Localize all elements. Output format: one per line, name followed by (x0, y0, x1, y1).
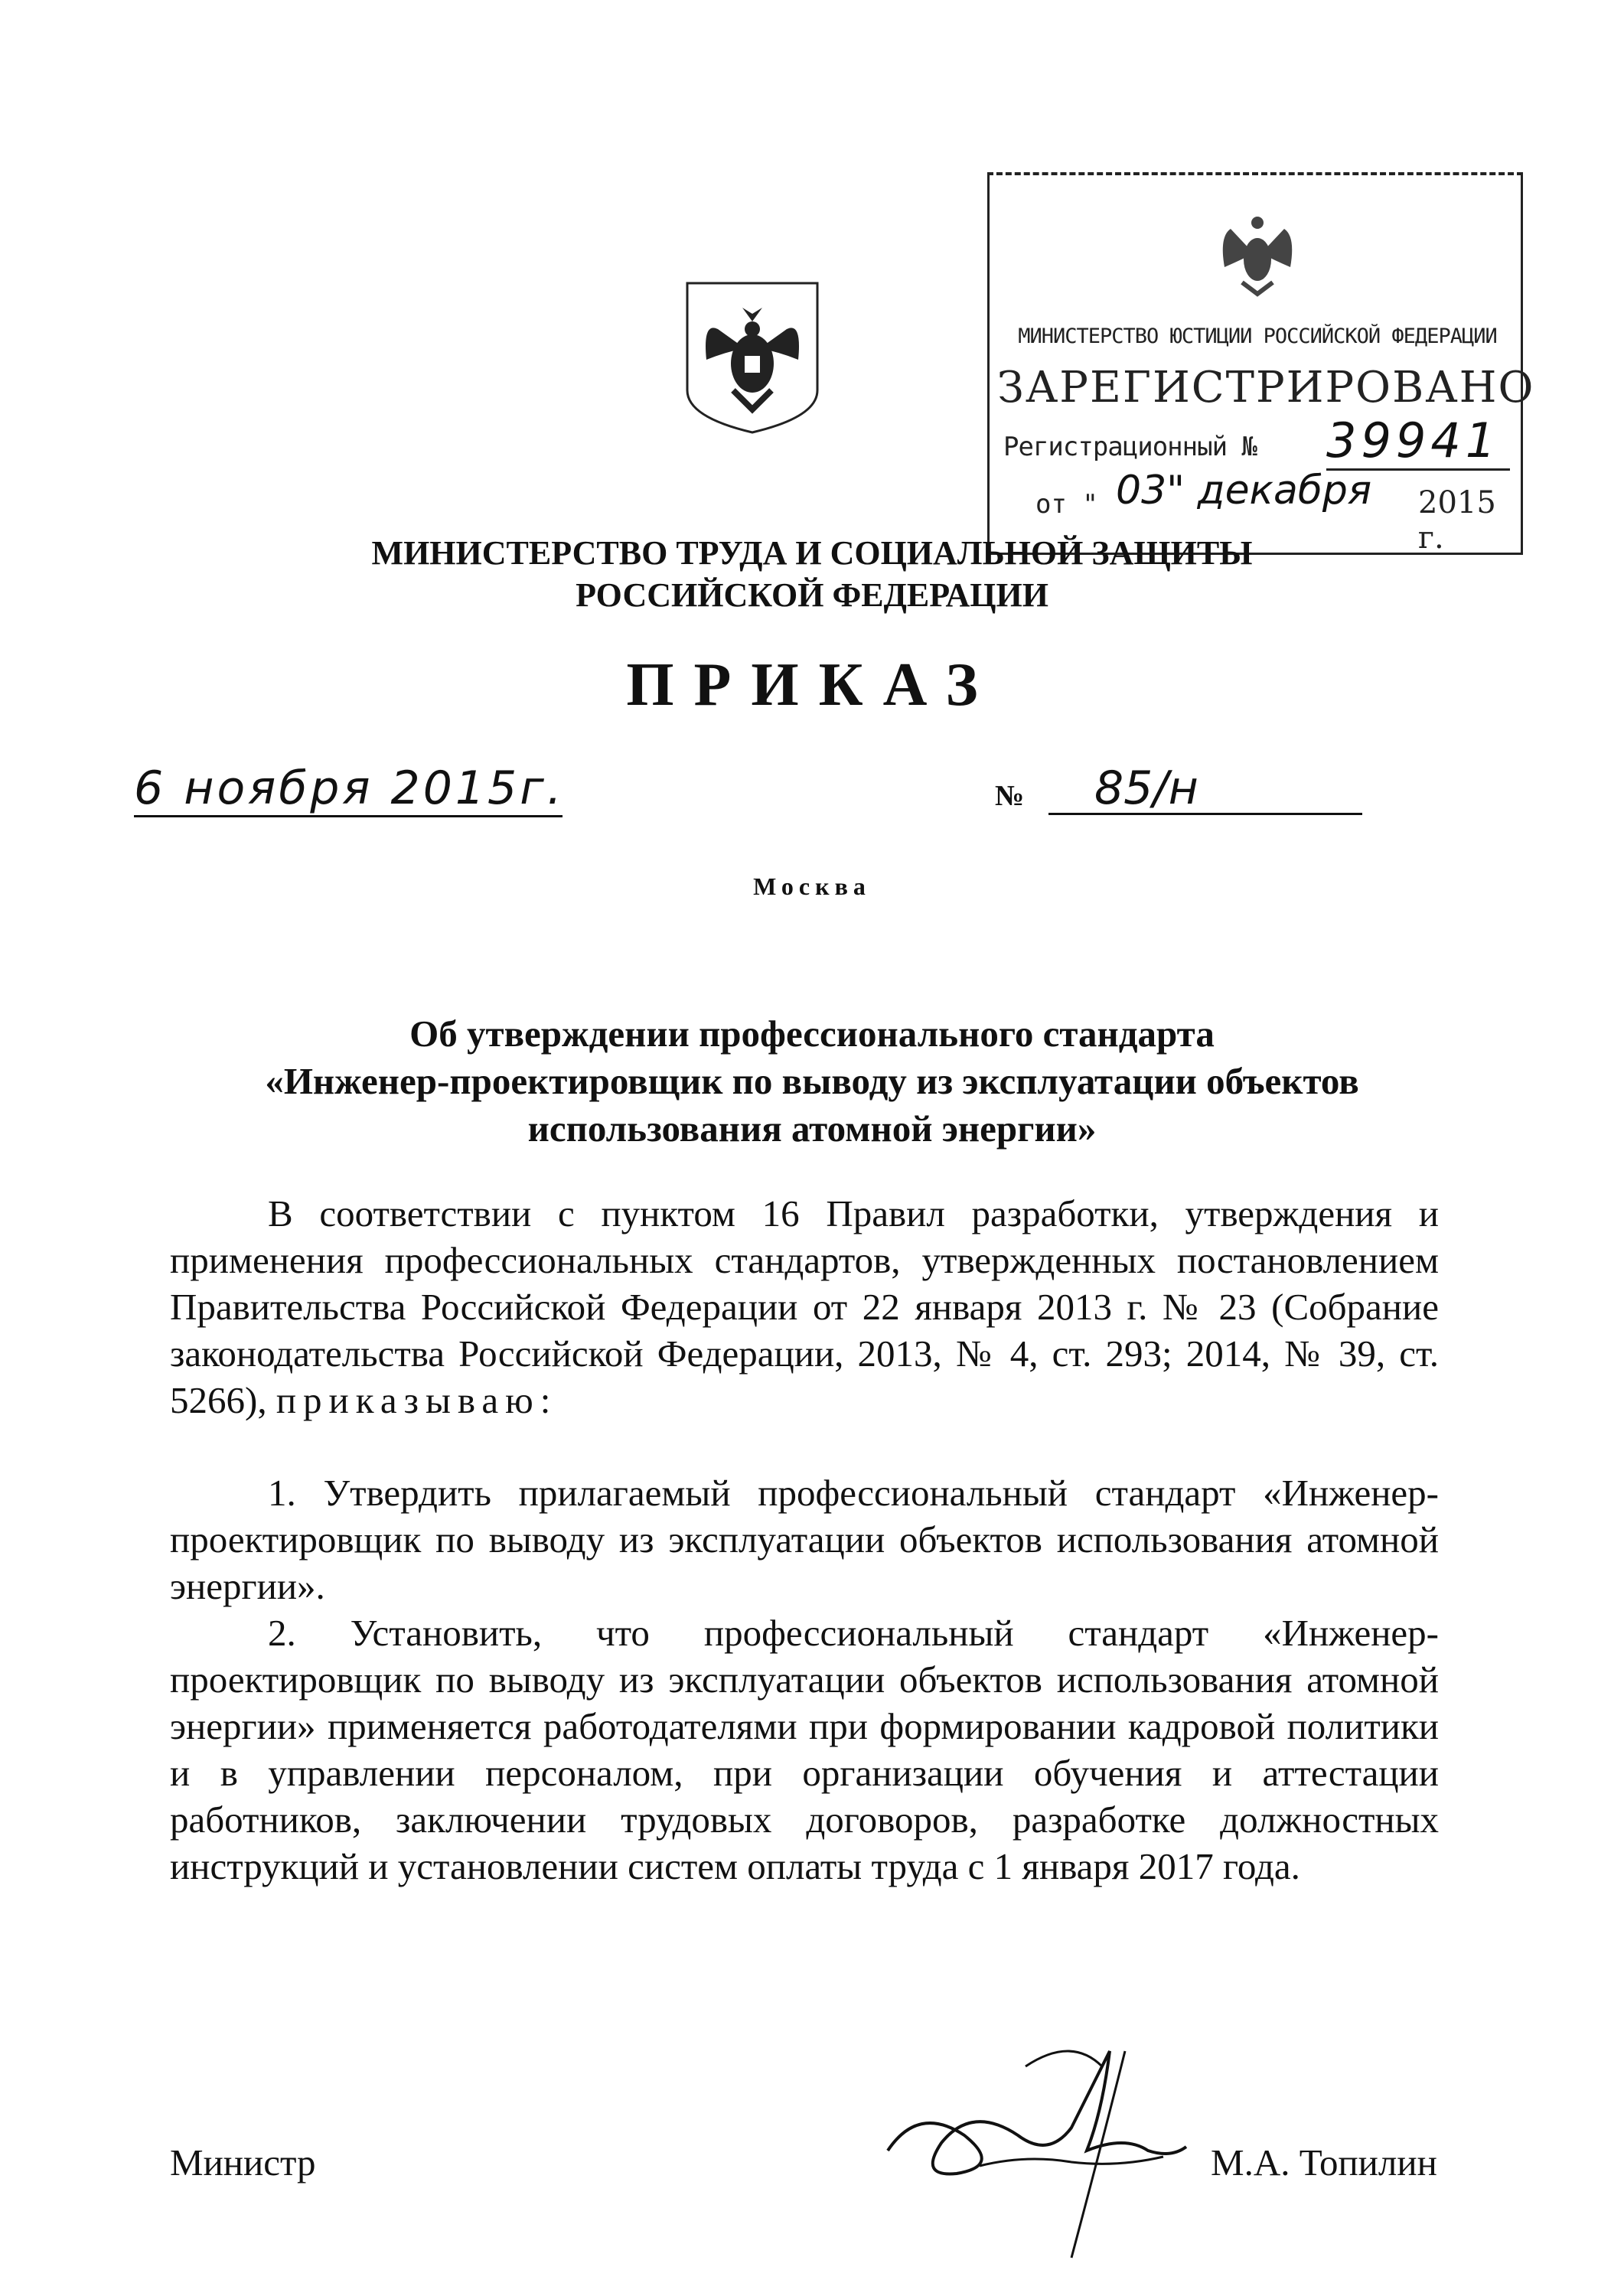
order-item-1: 1. Утвердить прилагаемый профессиональный стандарт «Инженер-проектировщик по выводу из эксплуатации объектов использования атомной энергии». (170, 1472, 1439, 1607)
city-label: Москва (753, 872, 871, 900)
preamble-paragraph (170, 1190, 1439, 1424)
stamp-reg-label: Регистрационный № (1003, 432, 1257, 462)
handwritten-signature-icon (872, 2020, 1202, 2273)
ministry-heading-line2: РОССИЙСКОЙ ФЕДЕРАЦИИ (576, 576, 1048, 614)
signatory-name: М.А. Топилин (1211, 2141, 1437, 2183)
order-number: 85/н (1048, 762, 1362, 815)
registration-stamp (987, 172, 1535, 556)
stamp-eagle-icon (1215, 206, 1300, 298)
coat-of-arms-emblem (672, 276, 833, 436)
number-label: № (995, 780, 1025, 812)
order-title-line2: «Инженер-проектировщик по выводу из эксплуатации объектов (265, 1060, 1359, 1102)
stamp-year: 2015 г. (1418, 485, 1496, 556)
stamp-reg-number: 39941 (1326, 413, 1510, 471)
order-title-line1: Об утверждении профессионального стандарта (409, 1013, 1215, 1055)
order-word: приказываю: (276, 1379, 558, 1421)
ministry-heading-line1: МИНИСТЕРСТВО ТРУДА И СОЦИАЛЬНОЙ ЗАЩИТЫ (371, 534, 1253, 572)
order-title-line3: использования атомной энергии» (527, 1107, 1097, 1150)
document-type-title: ПРИКАЗ (626, 651, 998, 719)
order-date: 6 ноября 2015г. (134, 762, 563, 817)
stamp-date-value: 03" декабря (1116, 468, 1372, 514)
order-item-2: 2. Установить, что профессиональный стандарт «Инженер-проектировщик по выводу из эксплуатации объектов использования атомной энергии» применяется работодателями при формировании кадровой политики и в управлении персоналом, при организации обучения и аттестации работников, заключении трудовых договоров, разработке должностных инструкций и установлении систем оплаты труда с 1 января 2017 года. (170, 1612, 1439, 1887)
stamp-ministry-text: МИНИСТЕРСТВО ЮСТИЦИИ РОССИЙСКОЙ ФЕДЕРАЦИИ (1018, 325, 1497, 348)
stamp-status-text: ЗАРЕГИСТРИРОВАНО (997, 363, 1535, 413)
signatory-role: Министр (170, 2141, 316, 2183)
preamble-text: В соответствии с пунктом 16 Правил разработки, утверждения и применения профессиональных стандартов, утвержденных постановлением Правительства Российской Федерации от 22 января 2013 г. № 23 (Собрание законодательства Российской Федерации, 2013, № 4, ст. 293; 2014, № 39, ст. 5266), (170, 1192, 1439, 1421)
stamp-date-label: от " (1035, 489, 1098, 520)
